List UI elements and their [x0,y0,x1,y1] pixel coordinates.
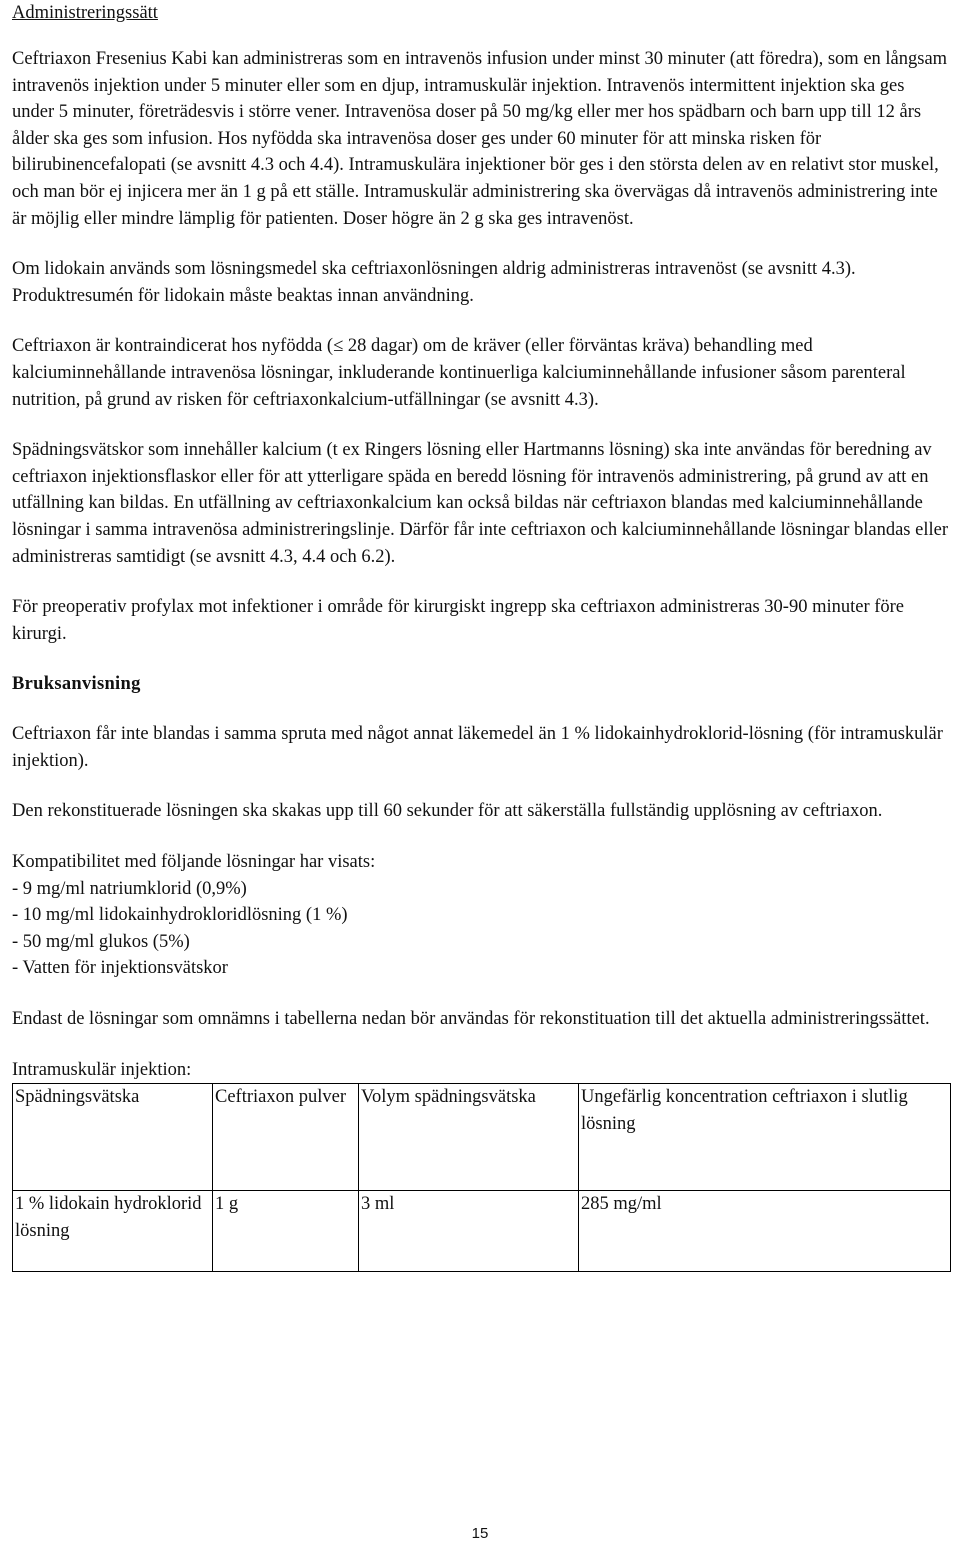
spacer [12,774,950,798]
list-item: - 9 mg/ml natriumklorid (0,9%) [12,878,247,899]
cell-diluent: 1 % lidokain hydroklorid lösning [13,1191,213,1272]
cell-powder: 1 g [213,1191,359,1272]
header-concentration: Ungefärlig koncentration ceftriaxon i slutlig lösning [579,1084,951,1191]
list-item: - Vatten för injektionsvätskor [12,958,228,979]
cell-concentration: 285 mg/ml [579,1191,951,1272]
header-volume: Volym spädningsvätska [359,1084,579,1191]
paragraph-lidocaine: Om lidokain används som lösningsmedel ska ceftriaxonlösningen aldrig administreras intravenöst (se avsnitt 4.3). Produktresumén för lidokain måste beaktas innan användning. [12,259,856,306]
paragraph-calcium: Spädningsvätskor som innehåller kalcium (t ex Ringers lösning eller Hartmanns lösning) ska inte användas för beredning av ceftriaxon injektionsflaskor eller för att ytterligare späda en beredd lösning för intravenös administrering, på grund av att en utfällning kan bildas. En utfällning av ceftriaxonkalcium kan också bildas när ceftriaxon blandas med kalciuminnehållande lösningar i samma intravenösa administreringslinje. Därför får inte ceftriaxon och kalciuminnehållande lösningar blandas eller administreras samtidigt (se avsnitt 4.3, 4.4 och 6.2). [12,440,948,567]
spacer [12,232,950,256]
im-injection-table [12,1083,951,1272]
spacer [12,309,950,333]
cell-volume: 3 ml [359,1191,579,1272]
header-diluent: Spädningsvätska [13,1084,213,1191]
spacer [12,413,950,437]
table-header-row [13,1084,951,1191]
table-caption: Intramuskulär injektion: [12,1059,192,1080]
compat-intro: Kompatibilitet med följande lösningar har visats: [12,852,376,873]
paragraph-prophylaxis: För preoperativ profylax mot infektioner i område för kirurgiskt ingrepp ska ceftriaxon administreras 30-90 minuter före kirurgi. [12,597,905,644]
section-title: Administreringssätt [12,3,158,23]
document-page [12,0,950,1272]
list-item: - 10 mg/ml lidokainhydrokloridlösning (1 %) [12,905,348,926]
header-powder: Ceftriaxon pulver [213,1084,359,1191]
paragraph-neonates: Ceftriaxon är kontraindicerat hos nyfödda (≤ 28 dagar) om de kräver (eller förväntas kräva) behandling med kalciuminnehållande intravenösa lösningar, inkluderande kontinuerliga kalciuminnehållande infusioner såsom parenteral nutrition, på grund av risken för ceftriaxonkalcium-utfällningar (se avsnitt 4.3). [12,336,906,410]
spacer [12,1033,950,1057]
spacer [12,982,950,1006]
paragraph-administration: Ceftriaxon Fresenius Kabi kan administreras som en intravenös infusion under minst 30 minuter (att föredra), som en långsam intravenös injektion under 5 minuter eller som en djup, intramuskulär injektion. Intravenös intermittent injektion ska ges under 5 minuter, företrädesvis i större vener. Intravenösa doser på 50 mg/kg eller mer hos spädbarn och barn upp till 12 års ålder ska ges som infusion. Hos nyfödda ska intravenösa doser ges under 60 minuter för att minska risken för bilirubinencefalopati (se avsnitt 4.3 och 4.4). Intramuskulära injektioner bör ges i den största delen av en relativt stor muskel, och man bör ej injicera mer än 1 g på ett ställe. Intramuskulär administrering ska övervägas då intravenös administrering inte är möjlig eller mindre lämplig för patienten. Doser högre än 2 g ska ges intravenöst. [12,49,948,229]
usage-title: Bruksanvisning [12,674,141,695]
compat-list [12,876,950,982]
paragraph-only-solutions: Endast de lösningar som omnämns i tabellerna nedan bör användas för rekonstituation till det aktuella administreringssättet. [12,1009,930,1030]
spacer [12,570,950,594]
paragraph-mixing: Ceftriaxon får inte blandas i samma spruta med något annat läkemedel än 1 % lidokainhydroklorid-lösning (för intramuskulär injektion). [12,724,943,771]
paragraph-shaking: Den rekonstituerade lösningen ska skakas upp till 60 sekunder för att säkerställa fullständig upplösning av ceftriaxon. [12,801,883,822]
table-row [13,1191,951,1272]
spacer [12,697,950,721]
spacer [12,825,950,849]
spacer [12,647,950,671]
page-number: 15 [471,1525,489,1542]
spacer [12,26,950,46]
list-item: - 50 mg/ml glukos (5%) [12,931,190,952]
